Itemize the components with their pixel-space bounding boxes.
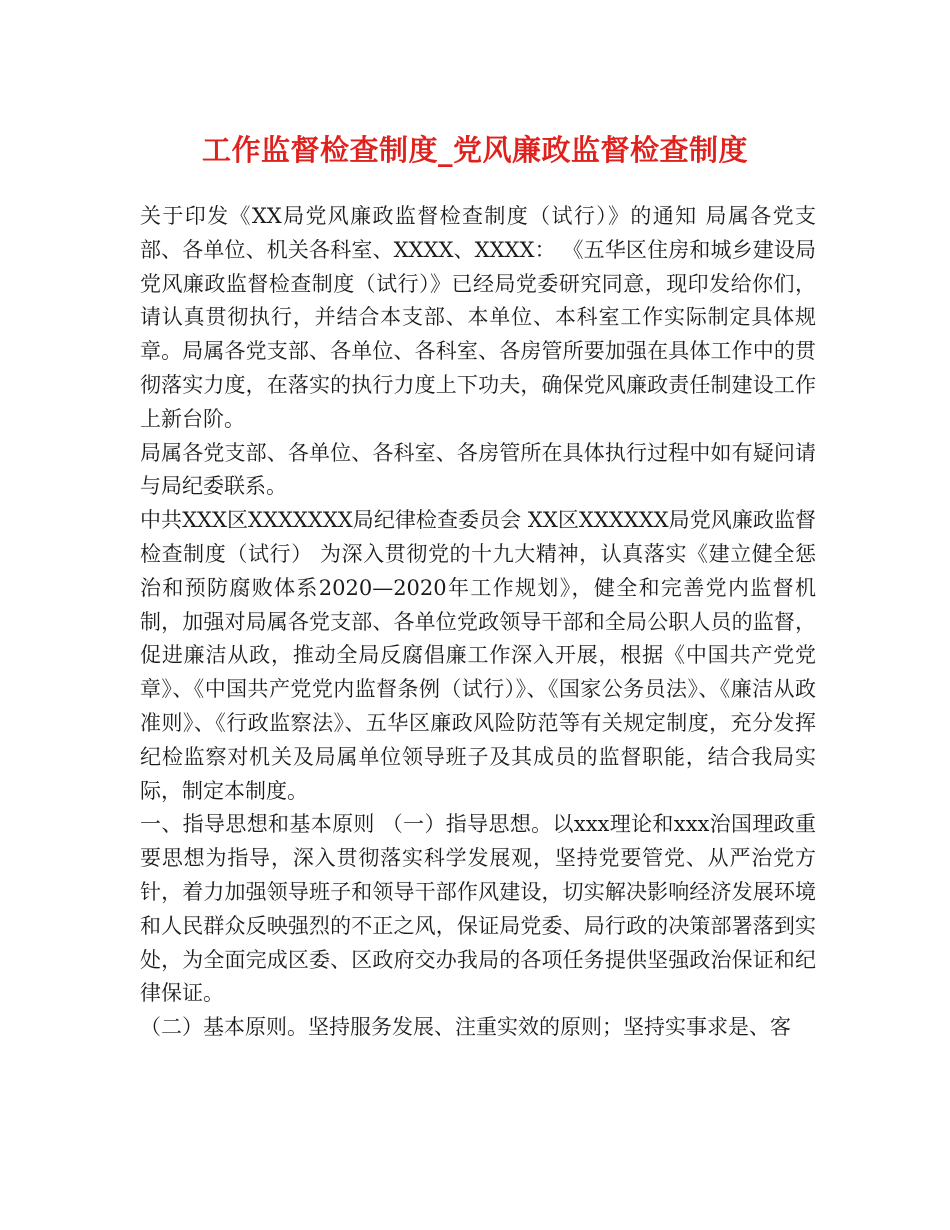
paragraph-guiding-thought: 一、指导思想和基本原则 （一）指导思想。以xxx理论和xxx治国理政重要思想为指导，深入贯彻落实科学发展观，坚持党要管党、从严治党方针，着力加强领导班子和领导干部作风建设，切实解决影响经济发展环境和人民群众反映强烈的不正之风，保证局党委、局行政的决策部署落到实处，为全面完成区委、区政府交办我局的各项任务提供坚强政治保证和纪律保证。 <box>140 812 816 1006</box>
paragraph-purpose: 中共XXX区XXXXXXX局纪律检查委员会 XX区XXXXXX局党风廉政监督检查制度（试行） 为深入贯彻党的十九大精神，认真落实《建立健全惩治和预防腐败体系2020—2020年工作规划》，健全和完善党内监督机制，加强对局属各党支部、各单位党政领导干部和全局公职人员的监督，促进廉洁从政，推动全局反腐倡廉工作深入开展，根据《中国共产党党章》、《中国共产党党内监督条例（试行）》、《国家公务员法》、《廉洁从政准则》、《行政监察法》、五华区廉政风险防范等有关规定制度，充分发挥纪检监察对机关及局属单位领导班子及其成员的监督职能，结合我局实际，制定本制度。 <box>140 508 816 803</box>
document-title: 工作监督检查制度_党风廉政监督检查制度 <box>201 133 748 167</box>
paragraph-contact: 局属各党支部、各单位、各科室、各房管所在具体执行过程中如有疑问请与局纪委联系。 <box>140 440 816 499</box>
document-body <box>140 200 816 1045</box>
paragraph-notice: 关于印发《XX局党风廉政监督检查制度（试行）》的通知 局属各党支部、各单位、机关各科室、XXXX、XXXX： 《五华区住房和城乡建设局党风廉政监督检查制度（试行）》已经局党委研究同意，现印发给你们，请认真贯彻执行，并结合本支部、本单位、本科室工作实际制定具体规章。局属各党支部、各单位、各科室、各房管所要加强在具体工作中的贯彻落实力度，在落实的执行力度上下功夫，确保党风廉政责任制建设工作上新台阶。 <box>140 204 816 431</box>
paragraph-basic-principles: （二）基本原则。坚持服务发展、注重实效的原则；坚持实事求是、客 <box>140 1015 791 1040</box>
